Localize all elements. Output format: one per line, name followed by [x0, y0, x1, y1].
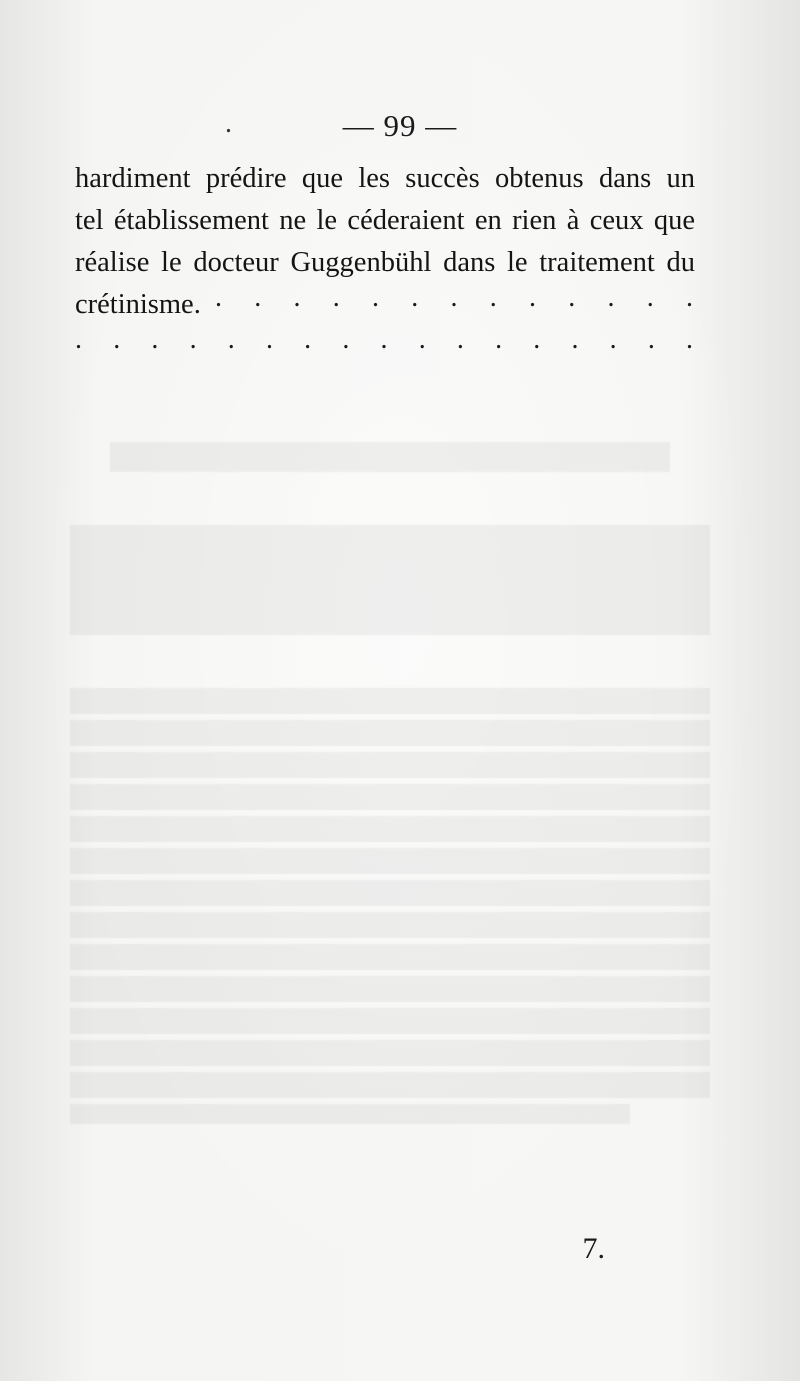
ellipsis-dot: . [646, 282, 654, 313]
ellipsis-dot: . [571, 324, 579, 355]
ellipsis-dot: . [411, 282, 419, 313]
paragraph-line: tel établissement ne le céderaient en rien à ceux que [75, 205, 695, 236]
ellipsis-dot: . [607, 282, 615, 313]
signature-mark: 7. [582, 1232, 605, 1265]
ellipsis-dot: . [215, 282, 222, 313]
ellipsis-dot: . [265, 324, 273, 355]
ellipsis-row [215, 282, 693, 314]
ellipsis-dot: . [456, 324, 464, 355]
ellipsis-dot: . [332, 282, 340, 313]
ellipsis-dot: . [418, 324, 426, 355]
ellipsis-dot: . [450, 282, 458, 313]
bleed-through-texture [70, 395, 710, 1130]
stray-dot-mark: . [225, 108, 232, 139]
ellipsis-dot: . [647, 324, 655, 355]
ellipsis-dot: . [372, 282, 379, 313]
paragraph-line: crétinisme. [75, 289, 201, 320]
page-number: — 99 — [342, 108, 458, 143]
ellipsis-dot: . [75, 324, 82, 355]
ellipsis-dot: . [489, 282, 497, 313]
ellipsis-dot: . [609, 324, 617, 355]
ellipsis-dot: . [151, 324, 159, 355]
ellipsis-dot: . [342, 324, 350, 355]
ellipsis-dot: . [533, 324, 541, 355]
ellipsis-dot: . [495, 324, 503, 355]
ellipsis-dot: . [254, 282, 262, 313]
ellipsis-dot: . [568, 282, 576, 313]
ellipsis-dot: . [380, 324, 388, 355]
ellipsis-dot: . [113, 324, 121, 355]
ellipsis-dot: . [686, 324, 693, 355]
ellipsis-dot: . [227, 324, 235, 355]
ellipsis-dot: . [293, 282, 301, 313]
ellipsis-dot: . [686, 282, 693, 313]
ellipsis-dot: . [304, 324, 312, 355]
ellipsis-dot: . [189, 324, 197, 355]
ellipsis-row [75, 324, 693, 356]
ellipsis-dot: . [529, 282, 536, 313]
paragraph-line: réalise le docteur Guggenbühl dans le traitement du [75, 247, 695, 278]
paragraph-line: hardiment prédire que les succès obtenus dans un [75, 163, 695, 194]
